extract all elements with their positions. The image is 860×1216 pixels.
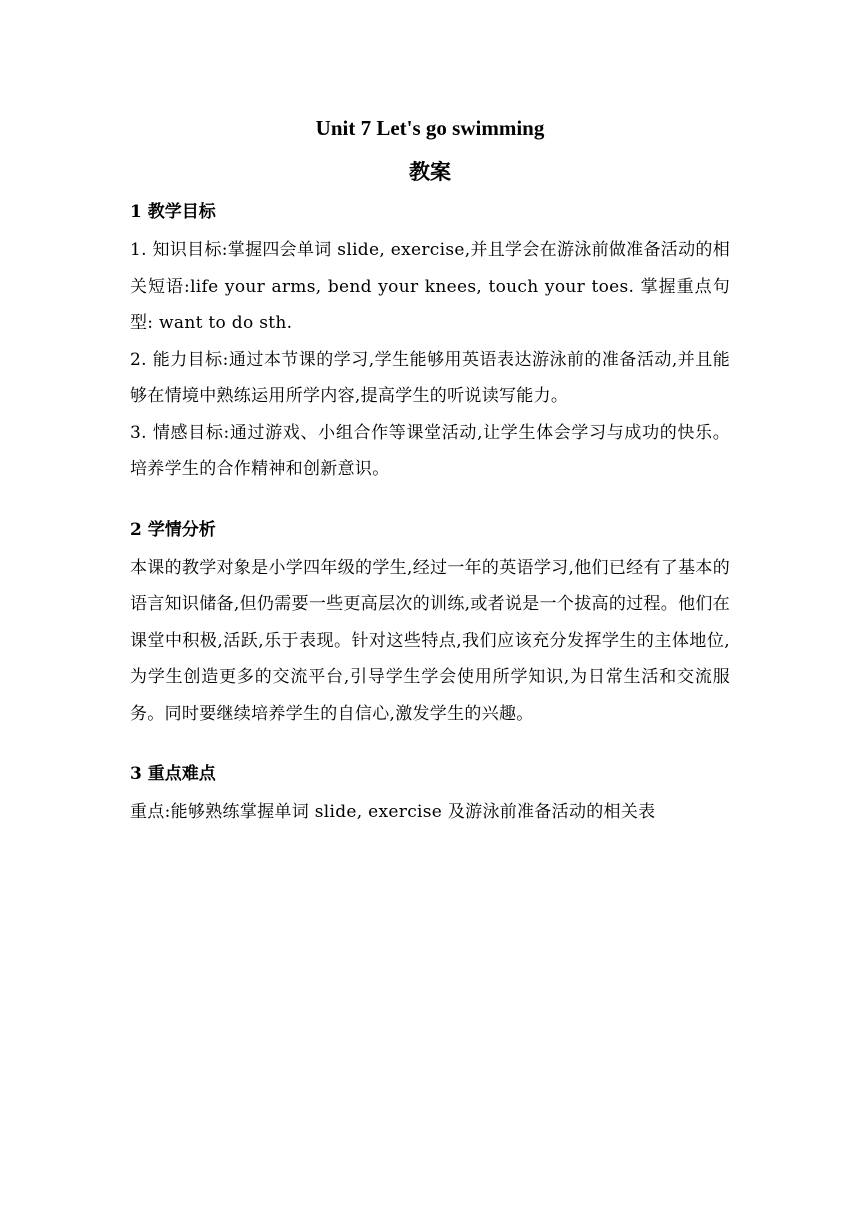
- document-subtitle: 教案: [409, 159, 451, 184]
- section-heading: 2 学情分析: [130, 519, 216, 540]
- section-key-difficulties: [130, 762, 730, 831]
- paragraph-learner-analysis: 本课的教学对象是小学四年级的学生,经过一年的英语学习,他们已经有了基本的语言知识储备,但仍需要一些更高层次的训练,或者说是一个拔高的过程。他们在课堂中积极,活跃,乐于表现。针对这些特点,我们应该充分发挥学生的主体地位,为学生创造更多的交流平台,引导学生学会使用所学知识,为日常生活和交流服务。同时要继续培养学生的自信心,激发学生的兴趣。: [130, 557, 730, 724]
- paragraph-knowledge-objective: 1. 知识目标:掌握四会单词 slide, exercise,并且学会在游泳前做准备活动的相关短语:life your arms, bend your knees, touch your toes. 掌握重点句型: want to do sth.: [130, 240, 730, 333]
- section-heading: 1 教学目标: [130, 202, 216, 222]
- paragraph-ability-objective: 2. 能力目标:通过本节课的学习,学生能够用英语表达游泳前的准备活动,并且能够在情境中熟练运用所学内容,提高学生的听说读写能力。: [130, 349, 730, 406]
- section-learner-analysis: [130, 518, 730, 733]
- section-teaching-objectives: [130, 200, 730, 488]
- paragraph-emotion-objective: 3. 情感目标:通过游戏、小组合作等课堂活动,让学生体会学习与成功的快乐。培养学生的合作精神和创新意识。: [130, 422, 730, 479]
- document-content: [130, 112, 730, 831]
- document-title: Unit 7 Let's go swimming: [315, 116, 545, 140]
- paragraph-key-points: 重点:能够熟练掌握单词 slide, exercise 及游泳前准备活动的相关表: [130, 802, 656, 822]
- section-heading: 3 重点难点: [130, 764, 216, 784]
